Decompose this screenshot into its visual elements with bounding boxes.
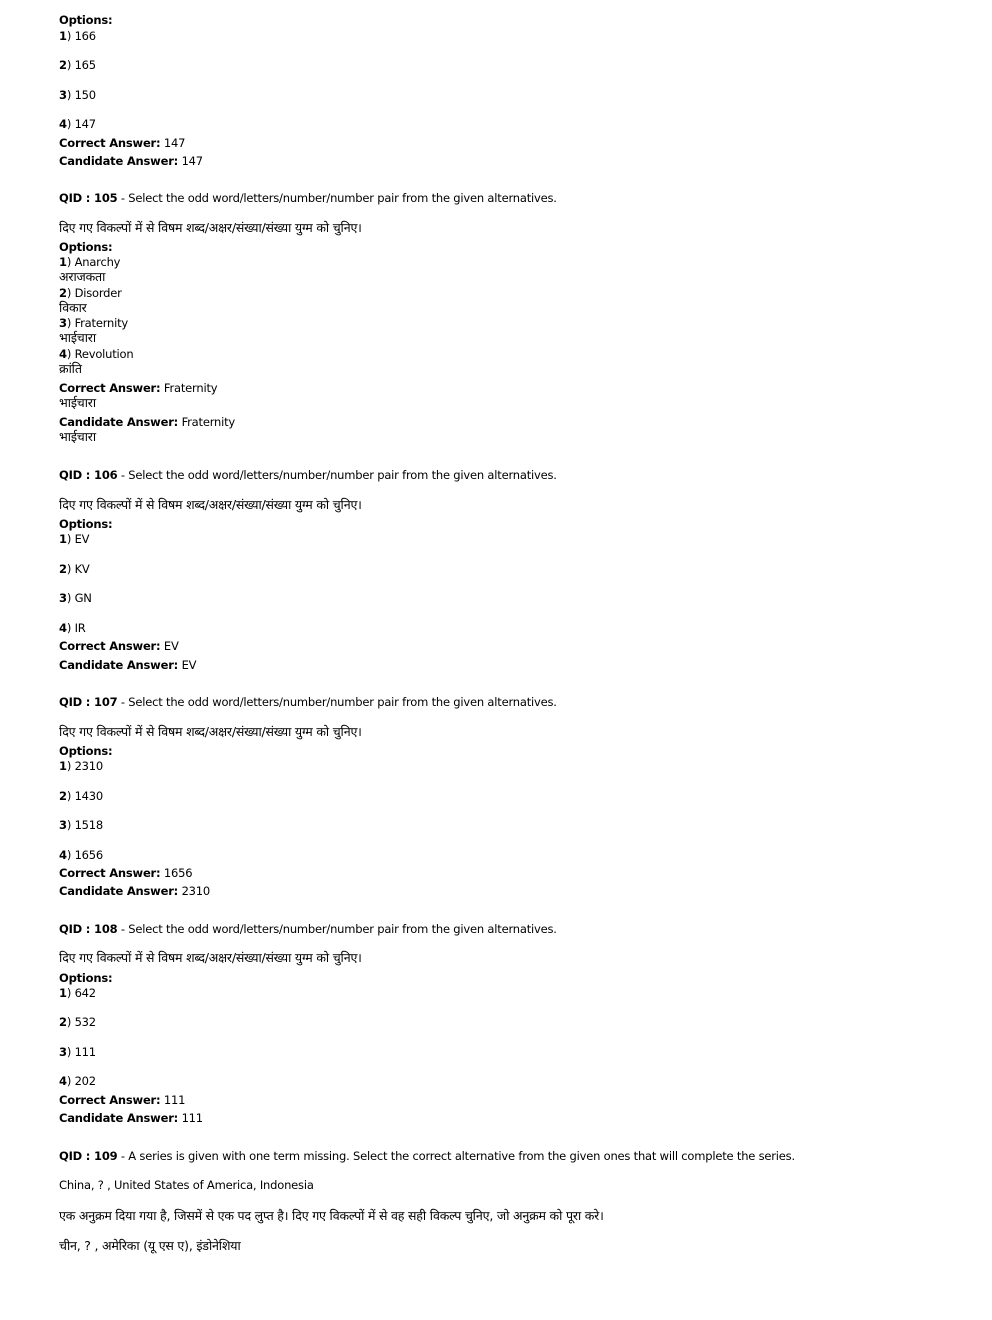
option-1: 1) 166 — [59, 29, 96, 43]
question-header: QID : 107 - Select the odd word/letters/number/number pair from the given alternatives. — [59, 695, 557, 709]
options-label: Options: — [59, 971, 113, 985]
series-hindi: चीन, ? , अमेरिका (यू एस ए), इंडोनेशिया — [59, 1238, 241, 1253]
correct-answer: Correct Answer: EV — [59, 639, 179, 653]
candidate-answer-hindi: भाईचारा — [59, 429, 96, 444]
question-header: QID : 109 - A series is given with one term missing. Select the correct alternative from the given ones that will complete the series. — [59, 1149, 795, 1163]
candidate-answer: Candidate Answer: 111 — [59, 1111, 203, 1125]
question-header: QID : 105 - Select the odd word/letters/number/number pair from the given alternatives. — [59, 191, 557, 205]
candidate-answer: Candidate Answer: 147 — [59, 154, 203, 168]
question-hindi: दिए गए विकल्पों में से विषम शब्द/अक्षर/संख्या/संख्या युग्म को चुनिए। — [59, 950, 362, 965]
option-3: 3) Fraternity — [59, 316, 129, 330]
correct-answer: Correct Answer: Fraternity — [59, 381, 218, 395]
option-2: 2) 532 — [59, 1015, 96, 1029]
correct-answer: Correct Answer: 1656 — [59, 866, 193, 880]
option-1: 1) 642 — [59, 986, 96, 1000]
option-2-hindi: विकार — [59, 300, 87, 315]
question-hindi: दिए गए विकल्पों में से विषम शब्द/अक्षर/संख्या/संख्या युग्म को चुनिए। — [59, 220, 362, 235]
option-4: 4) 202 — [59, 1074, 96, 1088]
option-1: 1) EV — [59, 532, 90, 546]
correct-answer: Correct Answer: 147 — [59, 136, 186, 150]
option-3: 3) GN — [59, 591, 92, 605]
candidate-answer: Candidate Answer: 2310 — [59, 884, 211, 898]
question-hindi: दिए गए विकल्पों में से विषम शब्द/अक्षर/संख्या/संख्या युग्म को चुनिए। — [59, 497, 362, 512]
options-label: Options: — [59, 13, 113, 27]
series-english: China, ? , United States of America, Indonesia — [59, 1178, 314, 1192]
correct-answer: Correct Answer: 111 — [59, 1093, 186, 1107]
option-1: 1) Anarchy — [59, 255, 121, 269]
options-label: Options: — [59, 240, 113, 254]
option-4: 4) 147 — [59, 117, 96, 131]
option-3-hindi: भाईचारा — [59, 330, 96, 345]
question-hindi: एक अनुक्रम दिया गया है, जिसमें से एक पद लुप्त है। दिए गए विकल्पों में से वह सही विकल्प चुनिए, जो अनुक्रम को पूरा करे। — [59, 1208, 604, 1223]
option-4-hindi: क्रांति — [59, 361, 82, 376]
option-3: 3) 1518 — [59, 818, 104, 832]
option-3: 3) 111 — [59, 1045, 96, 1059]
correct-answer-hindi: भाईचारा — [59, 395, 96, 410]
question-header: QID : 106 - Select the odd word/letters/number/number pair from the given alternatives. — [59, 468, 557, 482]
candidate-answer: Candidate Answer: Fraternity — [59, 415, 236, 429]
option-4: 4) Revolution — [59, 347, 134, 361]
option-3: 3) 150 — [59, 88, 96, 102]
options-label: Options: — [59, 744, 113, 758]
option-4: 4) 1656 — [59, 848, 104, 862]
question-header: QID : 108 - Select the odd word/letters/number/number pair from the given alternatives. — [59, 922, 557, 936]
option-1: 1) 2310 — [59, 759, 104, 773]
option-1-hindi: अराजकता — [59, 269, 106, 284]
option-2: 2) KV — [59, 562, 90, 576]
option-2: 2) 165 — [59, 58, 96, 72]
question-hindi: दिए गए विकल्पों में से विषम शब्द/अक्षर/संख्या/संख्या युग्म को चुनिए। — [59, 724, 362, 739]
candidate-answer: Candidate Answer: EV — [59, 658, 197, 672]
option-2: 2) 1430 — [59, 789, 104, 803]
option-2: 2) Disorder — [59, 286, 122, 300]
options-label: Options: — [59, 517, 113, 531]
option-4: 4) IR — [59, 621, 86, 635]
